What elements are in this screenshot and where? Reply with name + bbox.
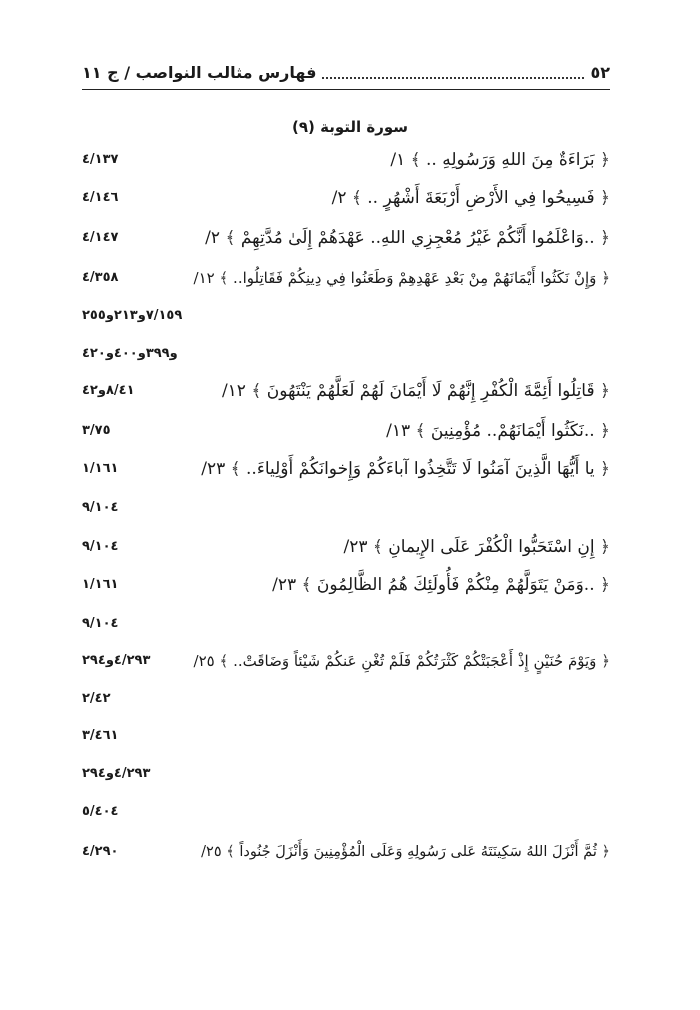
page-reference: ١/١٦١ xyxy=(82,577,119,592)
verse-text xyxy=(390,145,610,175)
bracket-open: ﴿ xyxy=(600,421,610,441)
verse-quote: فَسِيحُوا فِي الأَرْضِ أَرْبَعَةَ أَشْهُرٍ .. xyxy=(367,188,595,208)
bracket-open: ﴿ xyxy=(600,150,610,170)
verse-number: ٢٣/ xyxy=(272,575,297,595)
index-entry xyxy=(82,263,610,293)
index-entry xyxy=(82,454,610,484)
page-reference: ٤/٢٩٣و٢٩٤ xyxy=(82,653,151,668)
index-entry xyxy=(82,339,610,369)
index-entry xyxy=(82,570,610,600)
verse-text xyxy=(343,532,610,562)
verse-quote: وَإِنْ نَكَثُوا أَيْمَانَهُمْ مِنْ بَعْدِ عَهْدِهِمْ وَطَعَنُوا فِي دِينِكُمْ فَقَاتِلُوا.. xyxy=(233,269,597,287)
bracket-close: ﴾ xyxy=(219,269,229,287)
verse-number: ٢٥/ xyxy=(193,652,215,670)
page-reference: ٤/٣٥٨ xyxy=(82,270,119,285)
verse-text xyxy=(194,263,611,293)
page-reference: ٤/١٤٦ xyxy=(82,190,119,205)
bracket-open: ﴿ xyxy=(601,652,610,670)
verse-quote: بَرَاءَةٌ مِنَ اللهِ وَرَسُولِهِ .. xyxy=(426,150,595,170)
index-entry xyxy=(82,301,610,331)
bracket-close: ﴾ xyxy=(372,537,383,557)
verse-text xyxy=(201,454,610,484)
page-reference: ٧/١٥٩و٢١٣و٢٥٥ xyxy=(82,308,183,323)
verse-text xyxy=(272,570,610,600)
header-leader-dots xyxy=(322,67,584,79)
bracket-close: ﴾ xyxy=(415,421,426,441)
page-number: ٥٢ xyxy=(590,63,610,82)
bracket-open: ﴿ xyxy=(600,381,610,401)
bracket-open: ﴿ xyxy=(601,269,610,287)
index-entry xyxy=(82,376,610,406)
verse-number: ٢٣/ xyxy=(343,537,368,557)
running-header xyxy=(82,63,610,82)
bracket-close: ﴾ xyxy=(251,381,262,401)
verse-text xyxy=(222,376,610,406)
verse-quote: إِنِ اسْتَحَبُّوا الْكُفْرَ عَلَى الإِيمانِ xyxy=(388,537,595,557)
bracket-close: ﴾ xyxy=(301,575,312,595)
index-entry xyxy=(82,183,610,213)
verse-quote: قَاتِلُوا أَئِمَّةَ الْكُفْرِ إِنَّهُمْ لَا أَيْمَانَ لَهُمْ لَعَلَّهُمْ يَنْتَهُونَ xyxy=(266,381,595,401)
index-entry xyxy=(82,416,610,446)
bracket-open: ﴿ xyxy=(600,459,610,479)
verse-text xyxy=(201,837,610,867)
header-rule xyxy=(82,89,610,90)
section-title: سورة التوبة (٩) xyxy=(292,118,408,136)
index-entry xyxy=(82,145,610,175)
index-entry xyxy=(82,646,610,676)
page-reference: ٤/١٣٧ xyxy=(82,152,119,167)
bracket-close: ﴾ xyxy=(410,150,421,170)
index-entry xyxy=(82,532,610,562)
verse-number: ٢٣/ xyxy=(201,459,226,479)
index-entry xyxy=(82,684,610,714)
verse-text xyxy=(386,416,610,446)
page-reference: ٤/٢٩٣و٢٩٤ xyxy=(82,766,151,781)
bracket-close: ﴾ xyxy=(230,459,241,479)
verse-number: ٢٥/ xyxy=(201,844,222,860)
bracket-open: ﴿ xyxy=(600,537,610,557)
verse-text xyxy=(205,223,610,253)
verse-quote: ..وَمَنْ يَتَوَلَّهُمْ مِنْكُمْ فَأُولَئِكَ هُمُ الظَّالِمُونَ xyxy=(316,575,595,595)
page-reference: ١/١٦١ xyxy=(82,461,119,476)
bracket-open: ﴿ xyxy=(600,188,610,208)
page-reference: ٢/٤٢ xyxy=(82,691,111,706)
bracket-close: ﴾ xyxy=(226,844,235,860)
page-reference: ٩/١٠٤ xyxy=(82,616,119,631)
verse-number: ٢/ xyxy=(331,188,347,208)
verse-quote: ..نَكَثُوا أَيْمَانَهُمْ.. مُؤْمِنِينَ xyxy=(430,421,595,441)
bracket-open: ﴿ xyxy=(600,575,610,595)
page-reference: ٥/٤٠٤ xyxy=(82,804,119,819)
page-reference: ٨/٤١و٤٢ xyxy=(82,383,135,398)
page-reference: ٣/٤٦١ xyxy=(82,728,119,743)
index-entry xyxy=(82,609,610,639)
index-entry xyxy=(82,797,610,827)
index-entry xyxy=(82,837,610,867)
verse-number: ١٢/ xyxy=(221,381,246,401)
page-reference: ٩/١٠٤ xyxy=(82,500,119,515)
verse-quote: ثُمَّ أَنْزَلَ اللهُ سَكِينَتَهُ عَلى رَسُولِهِ وَعَلَى الْمُؤْمِنِينَ وَأَنْزَلَ جُنُوداً xyxy=(239,844,597,860)
verse-number: ١٣/ xyxy=(386,421,411,441)
page-reference: ٤/١٤٧ xyxy=(82,230,119,245)
bracket-open: ﴿ xyxy=(600,228,610,248)
page-reference: ٣/٧٥ xyxy=(82,423,111,438)
verse-quote: يا أَيُّهَا الَّذِينَ آمَنُوا لَا تَتَّخِذُوا آباءَكُمْ وَإِخوانَكُمْ أَوْلِياءَ.. xyxy=(246,459,595,479)
bracket-open: ﴿ xyxy=(601,844,610,860)
page-reference: ٤/٢٩٠ xyxy=(82,844,119,859)
page-reference: ٩/١٠٤ xyxy=(82,539,119,554)
bracket-close: ﴾ xyxy=(219,652,229,670)
verse-text xyxy=(332,183,610,213)
index-entry xyxy=(82,223,610,253)
page-reference: و٣٩٩و٤٠٠و٤٢٠ xyxy=(82,346,178,361)
bracket-close: ﴾ xyxy=(225,228,236,248)
verse-text xyxy=(194,646,610,676)
index-entry xyxy=(82,759,610,789)
verse-number: ١٢/ xyxy=(193,269,215,287)
verse-number: ١/ xyxy=(390,150,406,170)
bracket-close: ﴾ xyxy=(351,188,362,208)
index-entry xyxy=(82,721,610,751)
index-entry xyxy=(82,493,610,523)
verse-quote: ..وَاعْلَمُوا أَنَّكُمْ غَيْرُ مُعْجِزِي اللهِ.. عَهْدَهُمْ إِلَىٰ مُدَّتِهِمْ xyxy=(240,228,595,248)
verse-number: ٢/ xyxy=(205,228,221,248)
header-title: فهارس مثالب النواصب / ج ١١ xyxy=(82,63,317,82)
verse-quote: وَيَوْمَ حُنَيْنٍ إِذْ أَعْجَبَتْكُمْ كَثْرَتُكُمْ فَلَمْ تُغْنِ عَنكُمْ شَيْئاً وَضَاقَتْ.. xyxy=(233,652,597,670)
